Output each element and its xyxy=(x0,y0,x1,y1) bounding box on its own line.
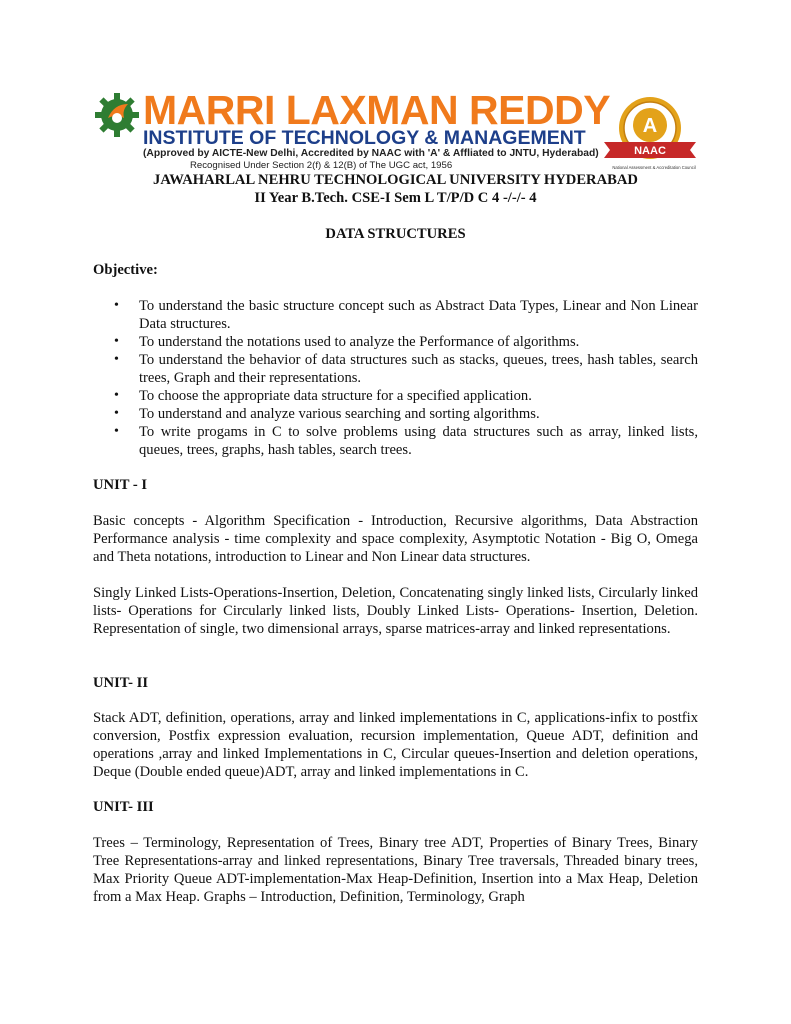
objective-text: To write progams in C to solve problems using data structures such as array, linked lists, queues, trees, graphs, hash tables, search trees. xyxy=(139,424,698,458)
bullet-icon: • xyxy=(114,424,119,439)
objective-text: To choose the appropriate data structure for a specified application. xyxy=(139,388,532,404)
objective-text: To understand the behavior of data structures such as stacks, queues, trees, hash tables, search trees, Graph and their representations. xyxy=(139,352,698,386)
naac-caption: National Assessment & Accreditation Council xyxy=(612,165,696,170)
unit-3-heading: UNIT- III xyxy=(93,799,154,815)
list-item xyxy=(93,387,698,405)
list-item xyxy=(93,351,698,387)
institution-name: MARRI LAXMAN REDDY xyxy=(143,87,611,133)
course-line: II Year B.Tech. CSE-I Sem L T/P/D C 4 -/-/- 4 xyxy=(254,190,537,206)
unit-2-paragraph-1: Stack ADT, definition, operations, array and linked implementations in C, applications-infix to postfix conversion, Postfix expression evaluation, recursion implementation, Queue ADT, definition and operations ,array and linked Implementations in C, Circular queues-Insertion and deletion operations, Deque (Double ended queue)ADT, array and linked implementations in C. xyxy=(93,710,698,780)
bullet-icon: • xyxy=(114,298,119,313)
bullet-icon: • xyxy=(114,406,119,421)
objective-text: To understand the notations used to analyze the Performance of algorithms. xyxy=(139,334,580,350)
naac-seal-icon xyxy=(598,92,702,170)
institution-subtitle: INSTITUTE OF TECHNOLOGY & MANAGEMENT xyxy=(143,127,586,149)
objective-text: To understand the basic structure concept such as Abstract Data Types, Linear and Non Linear Data structures. xyxy=(139,298,698,332)
list-item xyxy=(93,423,698,459)
university-title: JAWAHARLAL NEHRU TECHNOLOGICAL UNIVERSITY HYDERABAD xyxy=(153,172,638,188)
unit-1-heading: UNIT - I xyxy=(93,477,148,493)
bullet-icon: • xyxy=(114,388,119,403)
list-item xyxy=(93,405,698,423)
objective-text: To understand and analyze various searching and sorting algorithms. xyxy=(139,406,540,422)
subject-title: DATA STRUCTURES xyxy=(325,226,466,242)
unit-1-paragraph-1: Basic concepts - Algorithm Specification - Introduction, Recursive algorithms, Data Abstraction Performance analysis - time complexity and space complexity, Asymptotic Notation - Big O, Omega and Theta notations, introduction to Linear and Non Linear data structures. xyxy=(93,513,698,565)
bullet-icon: • xyxy=(114,352,119,367)
list-item xyxy=(93,297,698,333)
bullet-icon: • xyxy=(114,334,119,349)
institution-logo-gear-icon xyxy=(94,92,140,138)
unit-1-paragraph-2: Singly Linked Lists-Operations-Insertion, Deletion, Concatenating singly linked lists, Circularly linked lists- Operations for Circularly linked lists, Doubly Linked Lists- Operations- Insertion, Deletion. Representation of single, two dimensional arrays, sparse matrices-array and linked representations. xyxy=(93,585,698,637)
unit-3-paragraph-1: Trees – Terminology, Representation of Trees, Binary tree ADT, Properties of Binary Trees, Binary Tree Representations-array and linked representations, Binary Tree traversals, Threaded binary trees, Max Priority Queue ADT-implementation-Max Heap-Definition, Insertion into a Max Heap, Deletion from a Max Heap. Graphs – Introduction, Definition, Terminology, Graph xyxy=(93,835,698,905)
naac-seal-grade: A xyxy=(642,115,658,137)
naac-seal-ribbon-text: NAAC xyxy=(634,145,666,157)
unit-2-heading: UNIT- II xyxy=(93,675,149,691)
objective-list xyxy=(93,297,698,459)
list-item xyxy=(93,333,698,351)
objective-heading: Objective: xyxy=(93,262,158,278)
institution-recognition-text: Recognised Under Section 2(f) & 12(B) of The UGC act, 1956 xyxy=(190,160,453,171)
institution-approval-text: (Approved by AICTE-New Delhi, Accredited by NAAC with 'A' & Affliated to JNTU, Hyderabad) xyxy=(143,148,599,159)
